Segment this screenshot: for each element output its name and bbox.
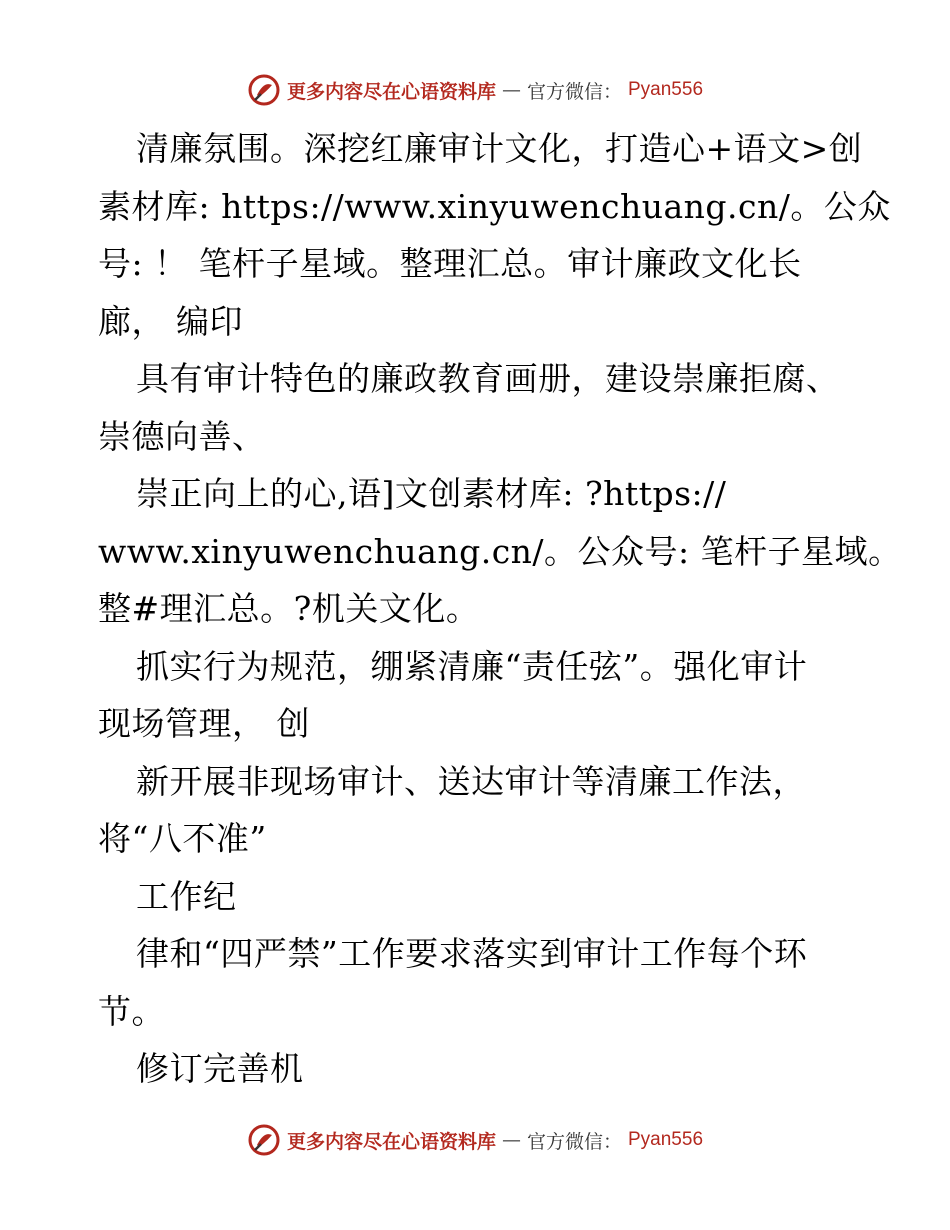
- watermark-text: 更多内容尽在心语资料库: [286, 1130, 496, 1153]
- watermark-wechat-id: Pyan556: [628, 79, 704, 100]
- text-line: www.xinyuwenchuang.cn/。公众号: 笔杆子星域。: [98, 531, 902, 571]
- text-line: 将“八不准”: [98, 819, 267, 858]
- rose-pen-logo-icon: [247, 73, 281, 107]
- document-body: [98, 120, 902, 1098]
- text-line: 廊， 编印: [98, 301, 243, 341]
- footer-watermark: [0, 1120, 950, 1160]
- text-line: 律和“四严禁”工作要求落实到审计工作每个环: [136, 934, 808, 973]
- watermark-wechat-label: 官方微信：: [526, 80, 622, 103]
- watermark-separator: —: [501, 1129, 521, 1151]
- watermark-text: 更多内容尽在心语资料库: [286, 80, 496, 103]
- text-line: 素材库: https://www.xinyuwenchuang.cn/。公众: [98, 186, 891, 226]
- text-line: 崇德向善、: [98, 416, 266, 456]
- text-line: 抓实行为规范，绷紧清廉“责任弦”。强化审计: [136, 646, 808, 686]
- text-line: 新开展非现场审计、送达审计等清廉工作法，: [136, 761, 806, 801]
- watermark-wechat-id: Pyan556: [628, 1129, 704, 1150]
- text-line: 工作纪: [136, 876, 237, 916]
- text-line: 整#理汇总。?机关文化。: [98, 589, 480, 628]
- text-line: 清廉氛围。深挖红廉审计文化，打造心+语文>创: [136, 129, 863, 168]
- header-watermark: [0, 70, 950, 110]
- watermark-separator: —: [501, 79, 521, 101]
- text-line: 节。: [98, 991, 165, 1031]
- text-line: 修订完善机: [136, 1049, 304, 1088]
- text-line: 崇正向上的心,语]文创素材库: ?https://: [136, 474, 727, 513]
- rose-pen-logo-icon: [247, 1123, 281, 1157]
- watermark-wechat-label: 官方微信：: [526, 1130, 622, 1153]
- text-line: 现场管理， 创: [98, 704, 310, 743]
- text-line: 号: ！ 笔杆子星域。整理汇总。审计廉政文化长: [98, 244, 802, 283]
- text-line: 具有审计特色的廉政教育画册，建设崇廉拒腐、: [136, 359, 840, 398]
